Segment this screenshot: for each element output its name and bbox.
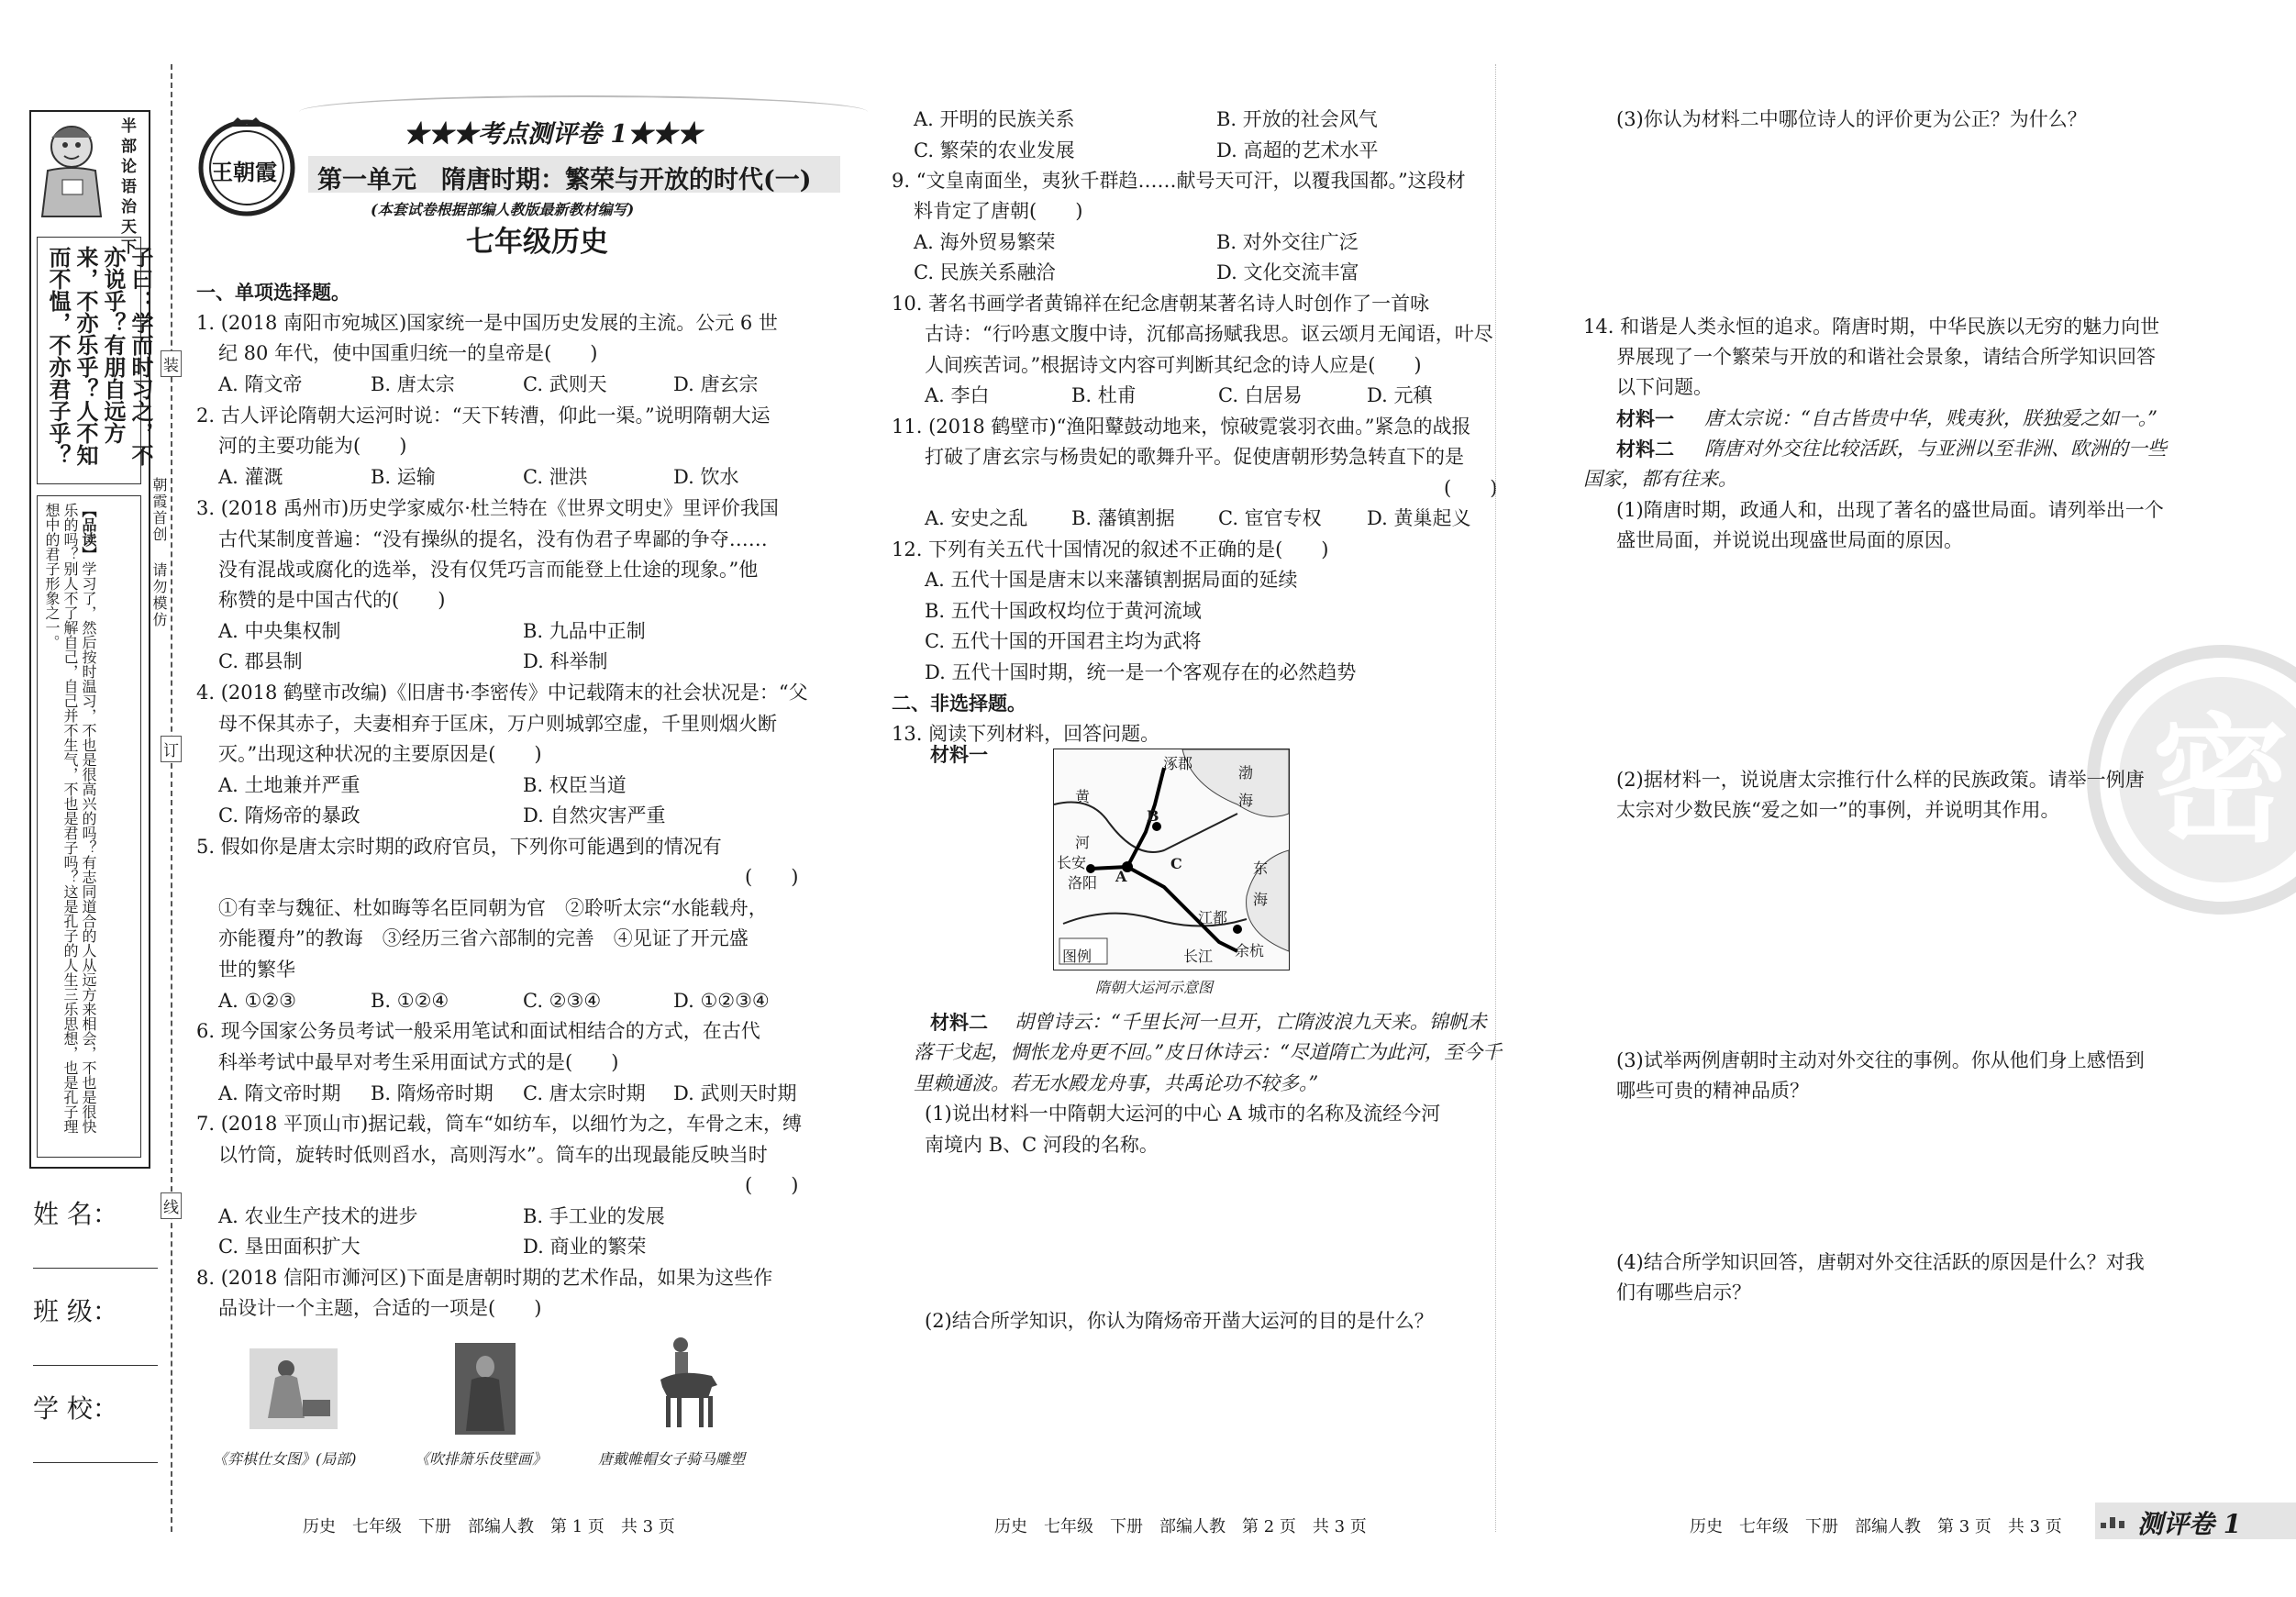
q12-option-c[interactable]: C. 五代十国的开国君主均为武将 xyxy=(925,630,1202,652)
q12-option-b[interactable]: B. 五代十国政权均位于黄河流域 xyxy=(925,600,1202,622)
map-label-changan: 长安 xyxy=(1057,854,1087,871)
footer-tag: 测评卷 1 xyxy=(2137,1509,2242,1539)
q9-option-c[interactable]: C. 民族关系融洽 xyxy=(914,261,1056,283)
q10-option-a[interactable]: A. 李白 xyxy=(925,384,990,406)
q14-sub-2-line-1: (2)据材料一，说说唐太宗推行什么样的民族政策。请举一例唐 xyxy=(1616,769,2145,791)
page-1-footer: 历史 七年级 下册 部编人教 第 1 页 共 3 页 xyxy=(303,1517,675,1536)
q4-line-3: 灭。”出现这种状况的主要原因是( ) xyxy=(218,743,542,765)
q14-material-2-label: 材料二 xyxy=(1616,438,1674,460)
q2-line-2: 河的主要功能为( ) xyxy=(218,435,407,457)
q13-sub-1-answer-area[interactable] xyxy=(914,1167,1482,1295)
q14-material-1-label: 材料一 xyxy=(1616,407,1674,430)
fold-mark-ding: 订 xyxy=(161,736,182,762)
q3-line-4: 称赞的是中国古代的( ) xyxy=(218,589,446,611)
map-label-b: B xyxy=(1147,807,1159,825)
q8-option-a[interactable]: A. 开明的民族关系 xyxy=(914,108,1075,130)
q14-material-2-line-1: 隋唐对外交往比较活跃，与亚洲以至非洲、欧洲的一些 xyxy=(1704,438,2167,460)
sidebar-quote: 子曰：学而时习之，不亦说乎？有朋自远方来，不亦乐乎？人不知而不愠，不亦君子乎？ xyxy=(45,246,154,466)
q12-option-a[interactable]: A. 五代十国是唐末以来藩镇割据局面的延续 xyxy=(925,569,1298,591)
q1-option-d[interactable]: D. 唐玄宗 xyxy=(673,373,759,395)
caption-panpipe-musician: 《吹排箫乐伎壁画》 xyxy=(415,1450,548,1468)
class-label: 班 级： xyxy=(33,1296,118,1326)
commentary-title: 【品读】 xyxy=(80,503,97,561)
q13-sub-3-answer-area[interactable] xyxy=(1605,147,2211,303)
map-label-jiangdu: 江都 xyxy=(1198,909,1228,926)
fold-mark-xian: 线 xyxy=(161,1192,182,1219)
q14-line-3: 以下问题。 xyxy=(1616,376,1713,398)
q9-option-a[interactable]: A. 海外贸易繁荣 xyxy=(914,231,1056,253)
q7-line-2: 以竹筒，旋转时低则舀水，高则泻水”。筒车的出现最能反映当时 xyxy=(218,1144,768,1166)
map-label-donghai-1: 东 xyxy=(1253,859,1269,877)
q2-line-1: 2. 古人评论隋朝大运河时说：“天下转漕，仰此一渠。”说明隋朝大运 xyxy=(196,405,771,427)
q14-sub-1-line-1: (1)隋唐时期，政通人和，出现了著名的盛世局面。请列举出一个 xyxy=(1616,499,2164,521)
footer-tag-dots xyxy=(2101,1514,2137,1534)
q5-item-2: 亦能覆舟”的教诲 ③经历三省六部制的完善 ④见证了开元盛 xyxy=(218,927,749,949)
q14-sub-4-answer-area[interactable] xyxy=(1605,1314,2211,1488)
q7-option-c[interactable]: C. 垦田面积扩大 xyxy=(218,1236,360,1258)
q9-option-d[interactable]: D. 文化交流丰富 xyxy=(1216,261,1359,283)
q8-line-2: 品设计一个主题，合适的一项是( ) xyxy=(218,1297,542,1319)
section-1-heading: 一、单项选择题。 xyxy=(196,281,350,304)
q11-option-d[interactable]: D. 黄巢起义 xyxy=(1367,507,1471,529)
q7-paren[interactable]: ( ) xyxy=(745,1174,799,1196)
commentary-block xyxy=(42,503,97,1145)
sculpture-horse-rider xyxy=(653,1332,721,1433)
school-blank[interactable] xyxy=(33,1462,158,1463)
q14-sub-4-line-2: 们有哪些启示？ xyxy=(1616,1281,1751,1303)
mascot-figure xyxy=(35,117,110,218)
q2-option-d[interactable]: D. 饮水 xyxy=(673,466,739,488)
q1-line-1: 1. (2018 南阳市宛城区)国家统一是中国历史发展的主流。公元 6 世 xyxy=(196,312,778,334)
q14-line-1: 14. 和谐是人类永恒的追求。隋唐时期，中华民族以无穷的魅力向世 xyxy=(1583,316,2160,338)
q13-material-2-line-1: 胡曾诗云：“千里长河一旦开，亡隋波浪九天来。锦帆未 xyxy=(1015,1011,1487,1033)
q2-option-b[interactable]: B. 运输 xyxy=(371,466,436,488)
name-label: 姓 名： xyxy=(33,1199,118,1229)
logo-text: 王朝霞 xyxy=(211,159,277,185)
q1-option-a[interactable]: A. 隋文帝 xyxy=(218,373,303,395)
q4-option-d[interactable]: D. 自然灾害严重 xyxy=(523,804,666,826)
q10-option-d[interactable]: D. 元稹 xyxy=(1367,384,1433,406)
school-label: 学 校： xyxy=(33,1393,118,1424)
map-label-donghai-2: 海 xyxy=(1253,891,1269,908)
q9-line-1: 9. “文皇南面坐，夷狄千群趋……献号天可汗，以覆我国都。”这段材 xyxy=(892,170,1466,192)
q3-option-c[interactable]: C. 郡县制 xyxy=(218,650,303,672)
map-label-changjiang: 长江 xyxy=(1183,948,1214,965)
q6-option-c[interactable]: C. 唐太宗时期 xyxy=(523,1082,646,1104)
q13-material-2-label: 材料二 xyxy=(930,1011,988,1034)
q6-line-2: 科举考试中最早对考生采用面试方式的是( ) xyxy=(218,1051,619,1073)
q3-option-a[interactable]: A. 中央集权制 xyxy=(218,620,341,642)
q6-option-d[interactable]: D. 武则天时期 xyxy=(673,1082,797,1104)
map-label-bohai-2: 海 xyxy=(1238,792,1254,809)
q14-material-1: 唐太宗说：“自古皆贵中华，贱夷狄，朕独爱之如一。” xyxy=(1704,407,2157,429)
q12-option-d[interactable]: D. 五代十国时期，统一是一个客观存在的必然趋势 xyxy=(925,661,1357,683)
q3-option-b[interactable]: B. 九品中正制 xyxy=(523,620,646,642)
map-label-zhuojun: 涿郡 xyxy=(1163,755,1193,772)
q5-option-c[interactable]: C. ②③④ xyxy=(523,990,602,1012)
q3-line-2: 古代某制度普遍：“没有操纵的提名，没有伪君子卑鄙的争夺…… xyxy=(218,528,768,550)
commentary-text: 学习了，然后按时温习，不也是很高兴的吗？有志同道合的人从远方来相会，不也是很快乐的吗？别人不了解自己，自己并不生气，不也是君子吗？这是孔子的人生三乐思想，也是孔子理想中的君子形象之一。 xyxy=(43,503,97,1134)
q12-line-1: 12. 下列有关五代十国情况的叙述不正确的是( ) xyxy=(892,538,1329,560)
edition-note: (本套试卷根据部编人教版最新教材编写) xyxy=(371,201,635,218)
map-caption: 隋朝大运河示意图 xyxy=(1095,979,1214,996)
q14-sub-4-line-1: (4)结合所学知识回答，唐朝对外交往活跃的原因是什么？对我 xyxy=(1616,1251,2145,1273)
map-label-yellow-2: 河 xyxy=(1075,834,1091,851)
q10-option-b[interactable]: B. 杜甫 xyxy=(1071,384,1137,406)
class-blank[interactable] xyxy=(33,1365,158,1366)
subject-title: 七年级历史 xyxy=(466,226,608,259)
q13-sub-1-line-2: 南境内 B、C 河段的名称。 xyxy=(925,1134,1159,1156)
map-label-yuhang: 余杭 xyxy=(1235,942,1265,959)
q1-line-2: 纪 80 年代，使中国重归统一的皇帝是( ) xyxy=(218,342,598,364)
q9-line-2: 料肯定了唐朝( ) xyxy=(914,200,1083,222)
q4-option-b[interactable]: B. 权臣当道 xyxy=(523,774,627,796)
q6-line-1: 6. 现今国家公务员考试一般采用笔试和面试相结合的方式，在古代 xyxy=(196,1020,760,1042)
q13-material-2-line-3: 里赖通波。若无水殿龙舟事，共禹论功不较多。” xyxy=(914,1072,1319,1094)
q14-sub-3-line-2: 哪些可贵的精神品质？ xyxy=(1616,1080,1809,1102)
q11-option-a[interactable]: A. 安史之乱 xyxy=(925,507,1028,529)
page-3-footer: 历史 七年级 下册 部编人教 第 3 页 共 3 页 xyxy=(1690,1517,2062,1536)
q8-option-b[interactable]: B. 开放的社会风气 xyxy=(1216,108,1378,130)
q1-option-b[interactable]: B. 唐太宗 xyxy=(371,373,455,395)
q13-sub-2-answer-area[interactable] xyxy=(914,1343,1482,1490)
name-blank[interactable] xyxy=(33,1268,158,1269)
q5-option-a[interactable]: A. ①②③ xyxy=(218,990,296,1012)
q14-sub-2-line-2: 太宗对少数民族“爱之如一”的事例，并说明其作用。 xyxy=(1616,799,2060,821)
q3-option-d[interactable]: D. 科举制 xyxy=(523,650,608,672)
page-2-footer: 历史 七年级 下册 部编人教 第 2 页 共 3 页 xyxy=(994,1517,1367,1536)
q14-sub-2-answer-area[interactable] xyxy=(1605,831,2211,1033)
sidebar-banner-title: 半部论语治天下 xyxy=(117,117,136,259)
q7-option-d[interactable]: D. 商业的繁荣 xyxy=(523,1236,647,1258)
q5-item-1: ①有幸与魏征、杜如晦等名臣同朝为官 ②聆听太宗“水能载舟， xyxy=(218,897,768,919)
q4-line-1: 4. (2018 鹤壁市改编)《旧唐书·李密传》中记载隋末的社会状况是：“父 xyxy=(196,682,808,704)
q13-material-1-label: 材料一 xyxy=(930,743,988,766)
q5-option-d[interactable]: D. ①②③④ xyxy=(673,990,770,1012)
q11-option-c[interactable]: C. 宦官专权 xyxy=(1218,507,1322,529)
q11-line-1: 11. (2018 鹤壁市)“渔阳鼙鼓动地来，惊破霓裳羽衣曲。”紧急的战报 xyxy=(892,416,1471,438)
q5-option-b[interactable]: B. ①②④ xyxy=(371,990,449,1012)
mural-panpipe-musician xyxy=(455,1343,516,1435)
q2-option-c[interactable]: C. 泄洪 xyxy=(523,466,588,488)
q5-item-3: 世的繁华 xyxy=(218,959,295,981)
q14-sub-3-answer-area[interactable] xyxy=(1605,1112,2211,1240)
section-2-heading: 二、非选择题。 xyxy=(892,692,1026,715)
series-title: ★★★考点测评卷 1★★★ xyxy=(404,120,703,149)
q8-line-1: 8. (2018 信阳市浉河区)下面是唐朝时期的艺术作品，如果为这些作 xyxy=(196,1267,773,1289)
map-label-luoyang: 洛阳 xyxy=(1068,874,1098,892)
column-divider-2 xyxy=(1495,64,1496,1532)
fold-mark-zhuang: 装 xyxy=(161,350,182,377)
q7-line-1: 7. (2018 平顶山市)据记载，筒车“如纺车，以细竹为之，车骨之末，缚 xyxy=(196,1113,802,1135)
q4-option-c[interactable]: C. 隋炀帝的暴政 xyxy=(218,804,360,826)
q6-option-a[interactable]: A. 隋文帝时期 xyxy=(218,1082,341,1104)
q13-material-2-line-2: 落干戈起，惆怅龙舟更不回。”皮日休诗云：“尽道隋亡为此河，至今千 xyxy=(914,1041,1502,1063)
q10-line-2: 古诗：“行吟惠文腹中诗，沉郁高扬赋我思。讴云颂月无闻语，叶尽 xyxy=(925,323,1493,345)
map-label-c: C xyxy=(1170,855,1182,872)
q14-sub-1-line-2: 盛世局面，并说说出现盛世局面的原因。 xyxy=(1616,529,1963,551)
q7-option-b[interactable]: B. 手工业的发展 xyxy=(523,1205,665,1227)
q6-option-b[interactable]: B. 隋炀帝时期 xyxy=(371,1082,494,1104)
q5-paren[interactable]: ( ) xyxy=(745,866,799,888)
q11-option-b[interactable]: B. 藩镇割据 xyxy=(1071,507,1175,529)
q1-option-c[interactable]: C. 武则天 xyxy=(523,373,607,395)
map-label-bohai-1: 渤 xyxy=(1238,764,1254,782)
q9-option-b[interactable]: B. 对外交往广泛 xyxy=(1216,231,1359,253)
vertical-note: 朝霞首创 请勿模仿 xyxy=(150,477,168,628)
unit-title: 第一单元 隋唐时期：繁荣与开放的时代(一) xyxy=(317,166,812,194)
map-label-a: A xyxy=(1115,868,1127,885)
q13-sub-1-line-1: (1)说出材料一中隋朝大运河的中心 A 城市的名称及流经今河 xyxy=(925,1103,1441,1125)
q11-line-2: 打破了唐玄宗与杨贵妃的歌舞升平。促使唐朝形势急转直下的是 xyxy=(925,446,1464,468)
q13-sub-2: (2)结合所学知识，你认为隋炀帝开凿大运河的目的是什么？ xyxy=(925,1310,1434,1332)
q3-line-1: 3. (2018 禹州市)历史学家威尔·杜兰特在《世界文明史》里评价我国 xyxy=(196,497,779,519)
q7-option-a[interactable]: A. 农业生产技术的进步 xyxy=(218,1205,418,1227)
q14-line-2: 界展现了一个繁荣与开放的和谐社会景象，请结合所学知识回答 xyxy=(1616,346,2156,368)
q5-line-1: 5. 假如你是唐太宗时期的政府官员，下列你可能遇到的情况有 xyxy=(196,836,722,858)
q10-option-c[interactable]: C. 白居易 xyxy=(1218,384,1303,406)
q13-stem: 13. 阅读下列材料，回答问题。 xyxy=(892,723,1160,745)
q14-sub-3-line-1: (3)试举两例唐朝时主动对外交往的事例。你从他们身上感悟到 xyxy=(1616,1049,2145,1071)
q8-option-d[interactable]: D. 高超的艺术水平 xyxy=(1216,139,1379,161)
q4-option-a[interactable]: A. 土地兼并严重 xyxy=(218,774,360,796)
map-label-yellow-1: 黄 xyxy=(1075,788,1091,805)
map-label-legend: 图例 xyxy=(1062,948,1093,965)
q8-option-c[interactable]: C. 繁荣的农业发展 xyxy=(914,139,1075,161)
q4-line-2: 母不保其赤子，夫妻相弃于匡床，万户则城郭空虚，千里则烟火断 xyxy=(218,713,777,735)
seal-character: 密 xyxy=(2152,700,2290,861)
q14-material-2-line-2: 国家，都有往来。 xyxy=(1583,468,1737,490)
q10-line-1: 10. 著名书画学者黄锦祥在纪念唐朝某著名诗人时创作了一首咏 xyxy=(892,293,1430,315)
q10-line-3: 人间疾苦词。”根据诗文内容可判断其纪念的诗人应是( ) xyxy=(925,354,1422,376)
caption-weiqi-ladies: 《弈棋仕女图》(局部) xyxy=(213,1450,357,1468)
caption-horse-rider: 唐戴帷帽女子骑马雕塑 xyxy=(598,1450,746,1468)
q13-sub-3: (3)你认为材料二中哪位诗人的评价更为公正？为什么？ xyxy=(1616,108,2087,130)
q2-option-a[interactable]: A. 灌溉 xyxy=(218,466,283,488)
q11-paren[interactable]: ( ) xyxy=(1444,477,1498,499)
binding-line xyxy=(171,64,172,1532)
q3-line-3: 没有混战或腐化的选举，没有仅凭巧言而能登上仕途的现象。”他 xyxy=(218,559,759,581)
painting-weiqi-ladies xyxy=(250,1348,338,1429)
